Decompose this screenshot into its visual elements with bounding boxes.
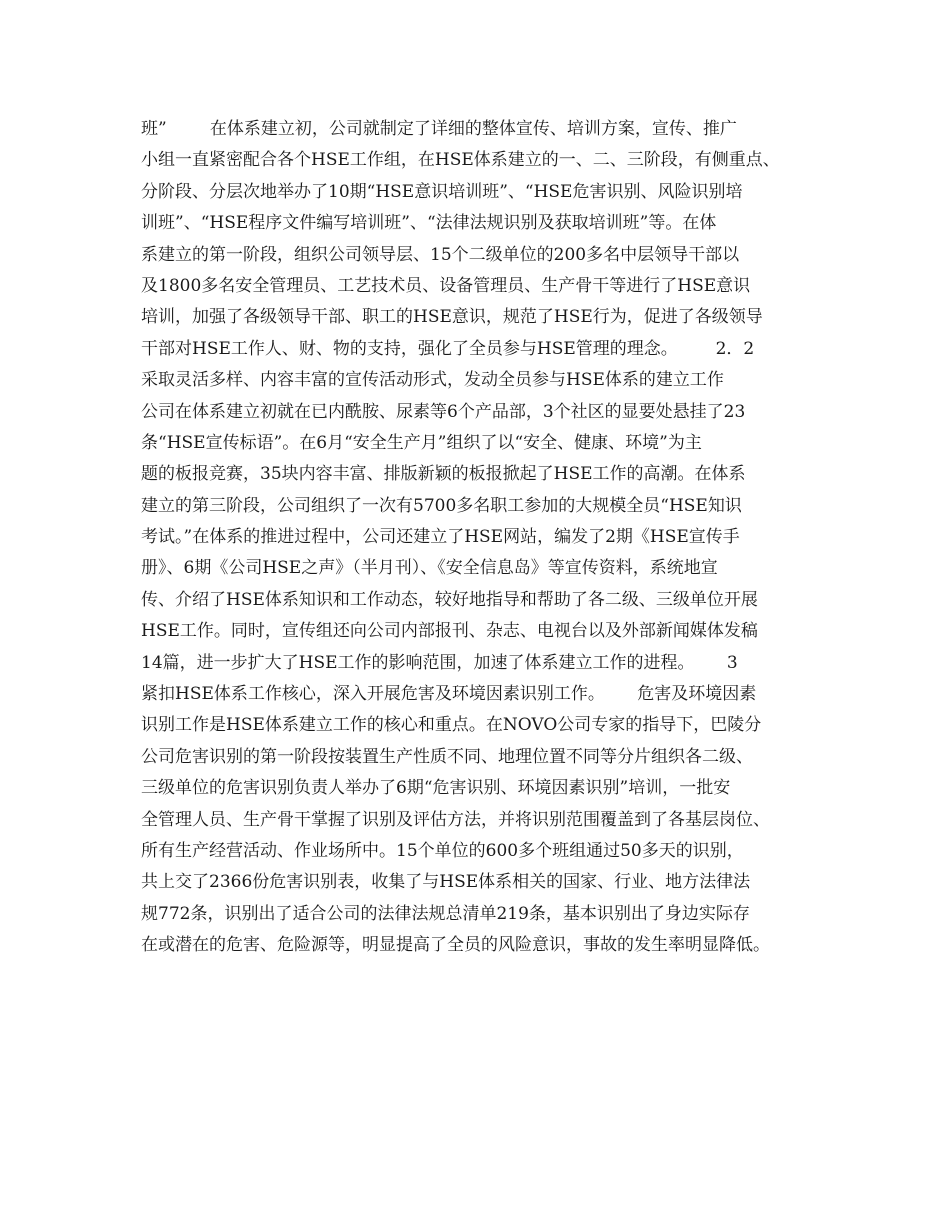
text-line: 干部对HSE工作人、财、物的支持，强化了全员参与HSE管理的理念。 2．2 — [141, 338, 755, 359]
text-line: 考试。”在体系的推进过程中，公司还建立了HSE网站，编发了2期《HSE宣传手 — [141, 527, 740, 548]
text-line: 共上交了2366份危害识别表，收集了与HSE体系相关的国家、行业、地方法律法 — [141, 872, 751, 893]
text-line: 公司危害识别的第一阶段按装置生产性质不同、地理位置不同等分片组织各二级、 — [141, 746, 753, 767]
text-line: 在或潜在的危害、危险源等，明显提高了全员的风险意识，事故的发生率明显降低。 — [141, 935, 770, 956]
text-line: 公司在体系建立初就在已内酰胺、尿素等6个产品部，3个社区的显要处悬挂了23 — [141, 401, 746, 422]
text-line: 建立的第三阶段，公司组织了一次有5700多名职工参加的大规模全员“HSE知识 — [141, 495, 742, 516]
text-line: 题的板报竞赛，35块内容丰富、排版新颖的板报掀起了HSE工作的高潮。在体系 — [141, 464, 746, 485]
text-line: 三级单位的危害识别负责人举办了6期“危害识别、环境因素识别”培训，一批安 — [141, 778, 731, 799]
text-line: 系建立的第一阶段，组织公司领导层、15个二级单位的200多名中层领导干部以 — [141, 244, 740, 265]
text-line: 传、介绍了HSE体系知识和工作动态，较好地指导和帮助了各二级、三级单位开展 — [141, 589, 758, 610]
body-text — [141, 114, 841, 962]
text-line: 培训，加强了各级领导干部、职工的HSE意识，规范了HSE行为，促进了各级领导 — [141, 307, 763, 328]
text-line: 14篇，进一步扩大了HSE工作的影响范围，加速了体系建立工作的进程。 3 — [141, 652, 738, 673]
text-line: HSE工作。同时，宣传组还向公司内部报刊、杂志、电视台以及外部新闻媒体发稿 — [141, 621, 758, 642]
text-line: 全管理人员、生产骨干掌握了识别及评估方法，并将识别范围覆盖到了各基层岗位、 — [141, 809, 770, 830]
text-line: 分阶段、分层次地举办了10期“HSE意识培训班”、“HSE危害识别、风险识别培 — [141, 181, 743, 202]
text-line: 训班”、“HSE程序文件编写培训班”、“法律法规识别及获取培训班”等。在体 — [141, 213, 717, 234]
text-line: 识别工作是HSE体系建立工作的核心和重点。在NOVO公司专家的指导下，巴陵分 — [141, 715, 762, 736]
text-line: 条“HSE宣传标语”。在6月“安全生产月”组织了以“安全、健康、环境”为主 — [141, 432, 702, 453]
text-line: 紧扣HSE体系工作核心，深入开展危害及环境因素识别工作。 危害及环境因素 — [141, 684, 757, 705]
text-line: 小组一直紧密配合各个HSE工作组，在HSE体系建立的一、二、三阶段，有侧重点、 — [141, 150, 780, 171]
text-line: 班” 在体系建立初，公司就制定了详细的整体宣传、培训方案，宣传、推广 — [141, 119, 737, 139]
text-line: 及1800多名安全管理员、工艺技术员、设备管理员、生产骨干等进行了HSE意识 — [141, 275, 751, 296]
text-line: 采取灵活多样、内容丰富的宣传活动形式，发动全员参与HSE体系的建立工作 — [141, 370, 724, 391]
text-line: 册》、6期《公司HSE之声》（半月刊）、《安全信息岛》等宣传资料，系统地宣 — [141, 558, 718, 579]
text-line: 所有生产经营活动、作业场所中。15个单位的600多个班组通过50多天的识别， — [141, 840, 744, 861]
text-line: 规772条，识别出了适合公司的法律法规总清单219条，基本识别出了身边实际存 — [141, 903, 750, 924]
